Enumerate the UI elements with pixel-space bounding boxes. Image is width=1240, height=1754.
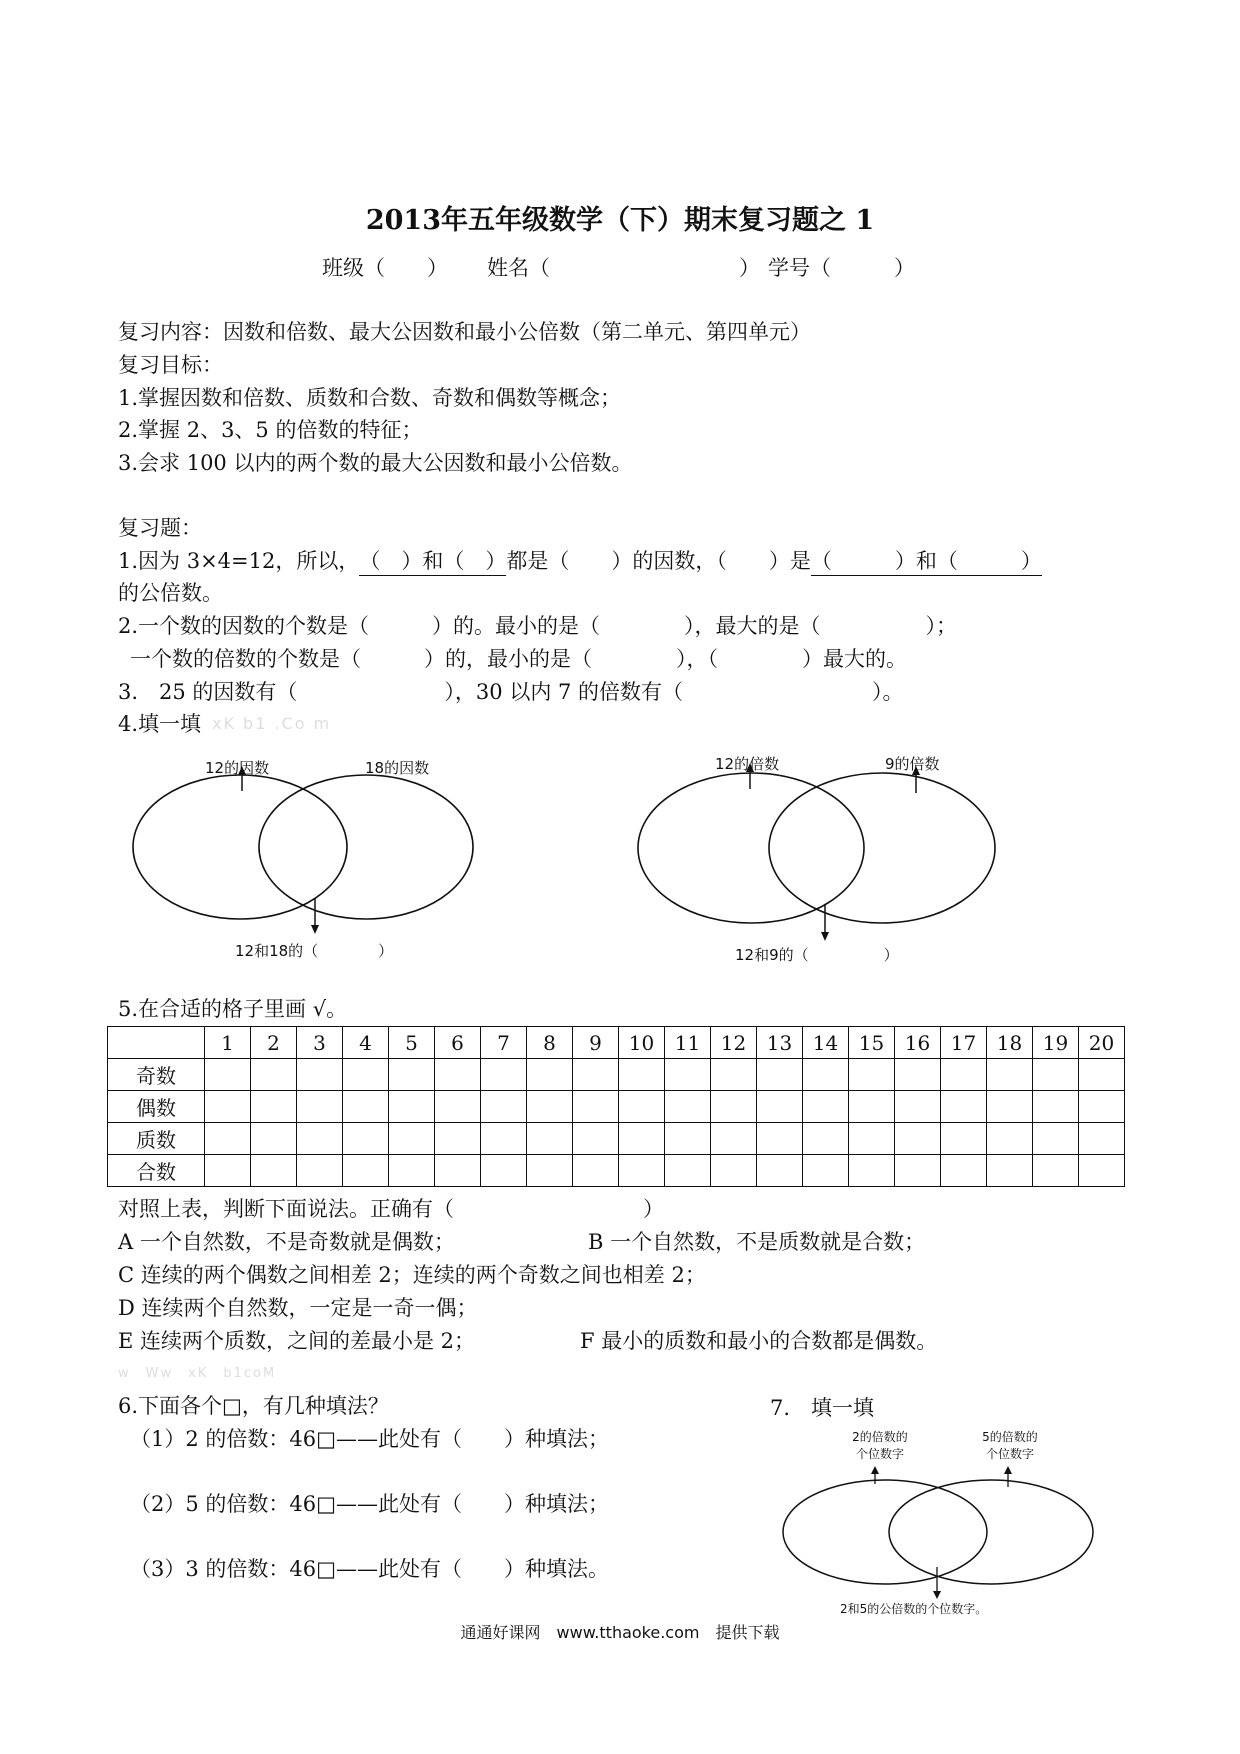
question-1-cont: 的公倍数。 xyxy=(118,581,223,605)
answer-cell[interactable] xyxy=(435,1155,481,1187)
answer-cell[interactable] xyxy=(619,1155,665,1187)
statement-c: C 连续的两个偶数之间相差 2；连续的两个奇数之间也相差 2； xyxy=(118,1263,706,1287)
venn-left-ellipse xyxy=(638,773,864,923)
answer-cell[interactable] xyxy=(251,1155,297,1187)
venn2-bottom-label: 12和9的（ ） xyxy=(735,946,899,964)
venn-right-ellipse xyxy=(889,1480,1093,1584)
answer-cell[interactable] xyxy=(803,1123,849,1155)
answer-cell[interactable] xyxy=(251,1059,297,1091)
review-content: 复习内容：因数和倍数、最大公因数和最小公倍数（第二单元、第四单元） xyxy=(118,320,811,344)
answer-cell[interactable] xyxy=(1079,1155,1125,1187)
statement-f: F 最小的质数和最小的合数都是偶数。 xyxy=(580,1329,938,1353)
answer-cell[interactable] xyxy=(711,1059,757,1091)
column-header: 8 xyxy=(527,1027,573,1059)
venn-right-ellipse xyxy=(259,775,473,919)
answer-cell[interactable] xyxy=(389,1123,435,1155)
answer-cell[interactable] xyxy=(711,1155,757,1187)
question-3: 3. 25 的因数有（ ），30 以内 7 的倍数有（ ）。 xyxy=(118,680,904,704)
column-header: 15 xyxy=(849,1027,895,1059)
question-5: 5.在合适的格子里画 √。 xyxy=(118,997,348,1021)
answer-cell[interactable] xyxy=(205,1059,251,1091)
venn2-left-label: 12的倍数 xyxy=(715,755,780,773)
column-header: 20 xyxy=(1079,1027,1125,1059)
answer-cell[interactable] xyxy=(941,1123,987,1155)
answer-cell[interactable] xyxy=(527,1155,573,1187)
answer-cell[interactable] xyxy=(665,1059,711,1091)
answer-cell[interactable] xyxy=(481,1059,527,1091)
statement-a: A 一个自然数，不是奇数就是偶数； xyxy=(118,1230,455,1254)
answer-cell[interactable] xyxy=(389,1155,435,1187)
arrow-up-icon xyxy=(871,1466,879,1474)
column-header: 17 xyxy=(941,1027,987,1059)
answer-cell[interactable] xyxy=(389,1059,435,1091)
student-number-field: 学号（ ） xyxy=(768,256,915,280)
answer-cell[interactable] xyxy=(987,1091,1033,1123)
answer-cell[interactable] xyxy=(205,1155,251,1187)
table-row xyxy=(108,1123,1125,1155)
page-title: 2013年五年级数学（下）期末复习题之 1 xyxy=(365,205,875,236)
q6-item-2: （2）5 的倍数：46□——此处有（ ）种填法； xyxy=(130,1492,609,1516)
answer-cell[interactable] xyxy=(665,1123,711,1155)
answer-cell[interactable] xyxy=(987,1123,1033,1155)
review-goal-2: 2.掌握 2、3、5 的倍数的特征； xyxy=(118,418,423,442)
venn3-bottom-label: 2和5的公倍数的个位数字。 xyxy=(840,1602,988,1616)
statement-e: E 连续两个质数，之间的差最小是 2； xyxy=(118,1329,476,1353)
arrow-down-icon xyxy=(933,1591,941,1599)
answer-cell[interactable] xyxy=(435,1059,481,1091)
answer-cell[interactable] xyxy=(895,1091,941,1123)
venn1-right-label: 18的因数 xyxy=(365,759,430,777)
table-row xyxy=(108,1155,1125,1187)
answer-cell[interactable] xyxy=(803,1091,849,1123)
table-row xyxy=(108,1059,1125,1091)
column-header: 5 xyxy=(389,1027,435,1059)
answer-cell[interactable] xyxy=(527,1059,573,1091)
statement-d: D 连续两个自然数，一定是一奇一偶； xyxy=(118,1296,478,1320)
q1-part-c: 都是（ ）的因数，（ ）是 xyxy=(506,549,811,573)
venn-right-ellipse xyxy=(769,773,995,923)
row-header: 合数 xyxy=(108,1155,205,1187)
row-header: 偶数 xyxy=(108,1091,205,1123)
class-field: 班级（ ） xyxy=(322,256,448,280)
review-goal-1: 1.掌握因数和倍数、质数和合数、奇数和偶数等概念； xyxy=(118,386,622,410)
answer-cell[interactable] xyxy=(757,1123,803,1155)
answer-cell[interactable] xyxy=(481,1155,527,1187)
answer-cell[interactable] xyxy=(895,1155,941,1187)
questions-heading: 复习题： xyxy=(118,516,202,540)
answer-cell[interactable] xyxy=(343,1091,389,1123)
answer-cell[interactable] xyxy=(389,1091,435,1123)
number-classification-table xyxy=(107,1026,1125,1187)
answer-cell[interactable] xyxy=(987,1155,1033,1187)
answer-cell[interactable] xyxy=(895,1059,941,1091)
table-row xyxy=(108,1091,1125,1123)
venn-left-ellipse xyxy=(783,1480,987,1584)
answer-cell[interactable] xyxy=(987,1059,1033,1091)
column-header: 3 xyxy=(297,1027,343,1059)
footer-credit: 通通好课网 www.tthaoke.com 提供下载 xyxy=(460,1623,780,1642)
answer-cell[interactable] xyxy=(665,1091,711,1123)
answer-cell[interactable] xyxy=(573,1091,619,1123)
answer-cell[interactable] xyxy=(1079,1091,1125,1123)
answer-cell[interactable] xyxy=(1033,1155,1079,1187)
answer-cell[interactable] xyxy=(1033,1059,1079,1091)
answer-cell[interactable] xyxy=(849,1091,895,1123)
column-header: 12 xyxy=(711,1027,757,1059)
answer-cell[interactable] xyxy=(803,1155,849,1187)
column-header: 13 xyxy=(757,1027,803,1059)
answer-cell[interactable] xyxy=(941,1155,987,1187)
answer-cell[interactable] xyxy=(343,1155,389,1187)
answer-cell[interactable] xyxy=(1033,1123,1079,1155)
answer-cell[interactable] xyxy=(251,1123,297,1155)
answer-cell[interactable] xyxy=(573,1059,619,1091)
answer-cell[interactable] xyxy=(665,1155,711,1187)
answer-cell[interactable] xyxy=(205,1091,251,1123)
answer-cell[interactable] xyxy=(251,1091,297,1123)
question-7: 7. 填一填 xyxy=(770,1396,875,1420)
answer-cell[interactable] xyxy=(297,1155,343,1187)
arrow-down-icon xyxy=(821,932,829,941)
answer-cell[interactable] xyxy=(619,1059,665,1091)
answer-cell[interactable] xyxy=(757,1091,803,1123)
answer-cell[interactable] xyxy=(297,1123,343,1155)
column-header: 10 xyxy=(619,1027,665,1059)
q1-part-a: 1.因为 3×4=12，所以， xyxy=(118,549,360,573)
arrow-up-icon xyxy=(1004,1466,1012,1474)
column-header: 18 xyxy=(987,1027,1033,1059)
question-1 xyxy=(118,545,1042,576)
answer-cell[interactable] xyxy=(711,1123,757,1155)
answer-cell[interactable] xyxy=(343,1059,389,1091)
answer-cell[interactable] xyxy=(481,1091,527,1123)
column-header: 2 xyxy=(251,1027,297,1059)
answer-cell[interactable] xyxy=(573,1155,619,1187)
answer-cell[interactable] xyxy=(803,1059,849,1091)
table-corner-cell xyxy=(108,1027,205,1059)
answer-cell[interactable] xyxy=(757,1059,803,1091)
column-header: 6 xyxy=(435,1027,481,1059)
column-header: 11 xyxy=(665,1027,711,1059)
answer-cell[interactable] xyxy=(205,1123,251,1155)
answer-cell[interactable] xyxy=(711,1091,757,1123)
column-header: 4 xyxy=(343,1027,389,1059)
answer-cell[interactable] xyxy=(435,1123,481,1155)
answer-cell[interactable] xyxy=(849,1155,895,1187)
venn2-right-label: 9的倍数 xyxy=(885,755,940,773)
column-header: 19 xyxy=(1033,1027,1079,1059)
venn-diagram-multiples xyxy=(635,755,1025,945)
column-header: 9 xyxy=(573,1027,619,1059)
arrow-down-icon xyxy=(311,925,319,934)
venn3-right-label: 5的倍数的 个位数字 xyxy=(982,1430,1038,1461)
column-header: 7 xyxy=(481,1027,527,1059)
answer-cell[interactable] xyxy=(757,1155,803,1187)
answer-cell[interactable] xyxy=(895,1123,941,1155)
venn-diagram-factors xyxy=(130,755,510,940)
column-header: 14 xyxy=(803,1027,849,1059)
answer-cell[interactable] xyxy=(941,1059,987,1091)
question-2-line-1: 2.一个数的因数的个数是（ ）的。最小的是（ ），最大的是（ ）； xyxy=(118,614,958,638)
venn1-left-label: 12的因数 xyxy=(205,759,270,777)
answer-cell[interactable] xyxy=(527,1123,573,1155)
answer-cell[interactable] xyxy=(1079,1123,1125,1155)
answer-cell[interactable] xyxy=(849,1123,895,1155)
answer-cell[interactable] xyxy=(941,1091,987,1123)
answer-cell[interactable] xyxy=(527,1091,573,1123)
question-4: 4.填一填 xyxy=(118,712,202,736)
watermark: xK b1 .Co m xyxy=(212,714,332,733)
table-header-row xyxy=(108,1027,1125,1059)
column-header: 16 xyxy=(895,1027,941,1059)
answer-cell[interactable] xyxy=(435,1091,481,1123)
judge-intro: 对照上表，判断下面说法。正确有（ ） xyxy=(118,1197,664,1221)
row-header: 质数 xyxy=(108,1123,205,1155)
question-6: 6.下面各个□，有几种填法？ xyxy=(118,1394,389,1418)
answer-cell[interactable] xyxy=(481,1123,527,1155)
q6-item-1: （1）2 的倍数：46□——此处有（ ）种填法； xyxy=(130,1427,609,1451)
answer-cell[interactable] xyxy=(343,1123,389,1155)
q1-blank-2: （ ）和（ ） xyxy=(811,545,1042,576)
venn-diagram-digits xyxy=(780,1462,1100,1612)
answer-cell[interactable] xyxy=(619,1123,665,1155)
review-goals-heading: 复习目标： xyxy=(118,353,223,377)
question-2-line-2: 一个数的倍数的个数是（ ）的，最小的是（ ），（ ）最大的。 xyxy=(130,647,907,671)
name-field: 姓名（ ） xyxy=(487,256,760,280)
column-header: 1 xyxy=(205,1027,251,1059)
watermark: w Ww xK b1coM xyxy=(118,1366,277,1381)
q6-item-3: （3）3 的倍数：46□——此处有（ ）种填法。 xyxy=(130,1557,609,1581)
answer-cell[interactable] xyxy=(573,1123,619,1155)
answer-cell[interactable] xyxy=(619,1091,665,1123)
venn3-left-label: 2的倍数的 个位数字 xyxy=(852,1430,908,1461)
answer-cell[interactable] xyxy=(849,1059,895,1091)
review-goal-3: 3.会求 100 以内的两个数的最大公因数和最小公倍数。 xyxy=(118,451,633,475)
answer-cell[interactable] xyxy=(297,1091,343,1123)
answer-cell[interactable] xyxy=(1079,1059,1125,1091)
answer-cell[interactable] xyxy=(297,1059,343,1091)
venn-left-ellipse xyxy=(133,775,347,919)
venn1-bottom-label: 12和18的（ ） xyxy=(235,942,394,960)
statement-b: B 一个自然数，不是质数就是合数； xyxy=(588,1230,926,1254)
q1-blank-1: （ ）和（ ） xyxy=(359,545,506,576)
row-header: 奇数 xyxy=(108,1059,205,1091)
answer-cell[interactable] xyxy=(1033,1091,1079,1123)
